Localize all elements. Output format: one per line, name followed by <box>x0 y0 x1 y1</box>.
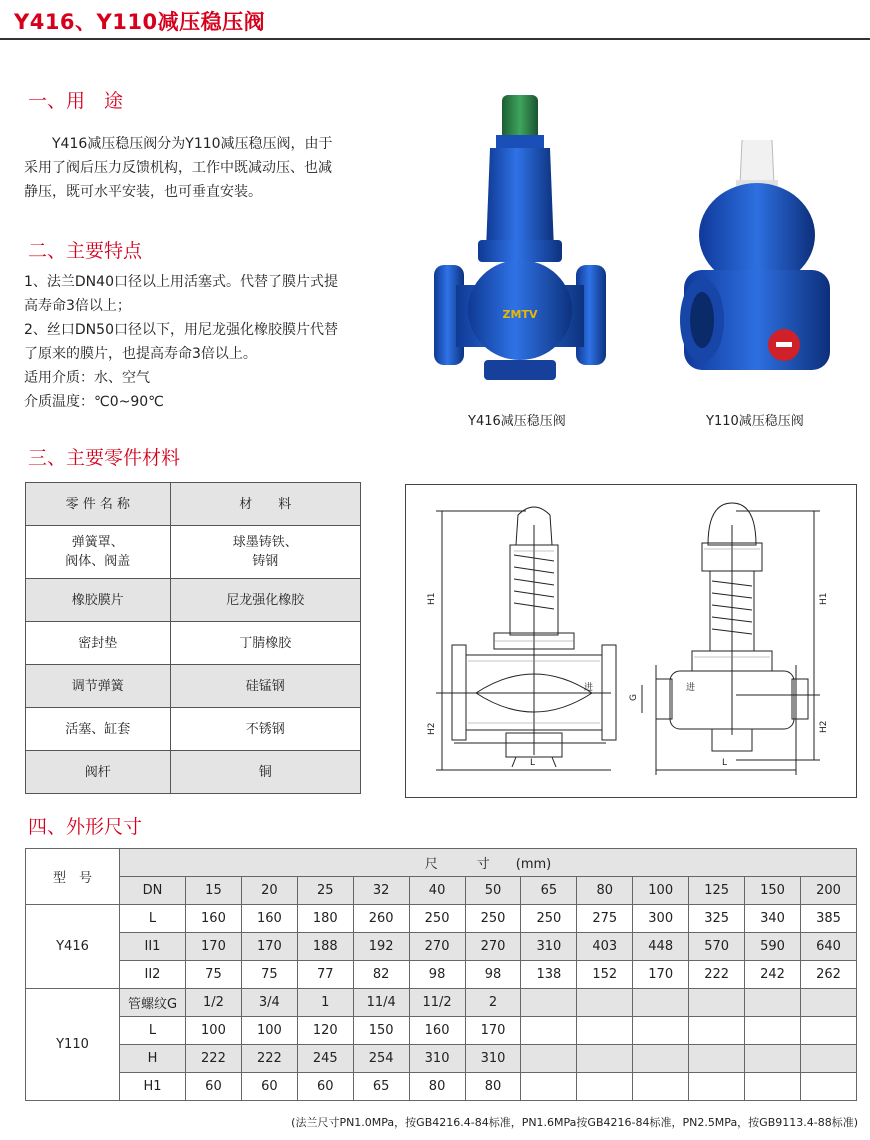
drawing-canvas <box>406 485 856 797</box>
dn-cell: 20 <box>241 877 297 905</box>
value-cell <box>745 1073 801 1101</box>
feature-line: 了原来的膜片，也提高寿命3倍以上。 <box>24 346 257 362</box>
valve-badge: ZMTV <box>502 308 538 321</box>
table-row <box>26 751 361 794</box>
feature-line: 2、丝口DN50口径以下，用尼龙强化橡胶膜片代替 <box>24 322 338 338</box>
dn-cell: 65 <box>521 877 577 905</box>
value-cell <box>800 1073 856 1101</box>
value-cell: 160 <box>186 905 242 933</box>
technical-drawing <box>405 484 857 798</box>
table-cell: 尼龙强化橡胶 <box>170 579 360 622</box>
table-row <box>26 961 857 989</box>
value-cell: 98 <box>409 961 465 989</box>
value-cell <box>521 1073 577 1101</box>
value-cell: 242 <box>745 961 801 989</box>
value-cell: 80 <box>409 1073 465 1101</box>
table-row <box>26 933 857 961</box>
dim-label-h1-left: H1 <box>427 592 437 605</box>
table-row <box>26 483 361 526</box>
dn-cell: 125 <box>689 877 745 905</box>
table-cell: 调节弹簧 <box>26 665 171 708</box>
value-cell: 310 <box>465 1045 521 1073</box>
value-cell: 262 <box>800 961 856 989</box>
feature-line: 介质温度：℃0~90℃ <box>24 394 164 410</box>
table-row <box>26 1017 857 1045</box>
size-header: 尺 寸 (mm) <box>120 849 857 877</box>
title-divider <box>0 38 870 40</box>
section-usage-heading: 一、用 途 <box>28 90 124 112</box>
feature-line: 高寿命3倍以上； <box>24 298 131 314</box>
value-cell: 403 <box>577 933 633 961</box>
value-cell: 65 <box>353 1073 409 1101</box>
value-cell <box>689 1045 745 1073</box>
value-cell <box>577 989 633 1017</box>
row-label: II1 <box>120 933 186 961</box>
value-cell: 160 <box>241 905 297 933</box>
value-cell <box>689 1017 745 1045</box>
value-cell <box>800 1045 856 1073</box>
value-cell: 300 <box>633 905 689 933</box>
feature-line: 适用介质：水、空气 <box>24 370 150 386</box>
usage-line: Y416减压稳压阀分为Y110减压稳压阀，由于 <box>52 136 333 152</box>
value-cell: 270 <box>465 933 521 961</box>
value-cell: 222 <box>689 961 745 989</box>
table-row <box>26 526 361 579</box>
table-cell: 阀杆 <box>26 751 171 794</box>
dn-cell: 15 <box>186 877 242 905</box>
features-text <box>24 270 384 414</box>
dim-label-g: G <box>629 694 639 701</box>
section-dimensions-heading: 四、外形尺寸 <box>28 816 143 838</box>
value-cell: 448 <box>633 933 689 961</box>
value-cell <box>633 1073 689 1101</box>
value-cell: 310 <box>409 1045 465 1073</box>
dim-label-l-right: L <box>722 758 728 768</box>
dn-cell: 150 <box>745 877 801 905</box>
table-row <box>26 665 361 708</box>
value-cell: 98 <box>465 961 521 989</box>
row-label: 管螺纹G <box>120 989 186 1017</box>
value-cell: 11/4 <box>353 989 409 1017</box>
model-cell: Y416 <box>26 905 120 989</box>
value-cell: 170 <box>186 933 242 961</box>
value-cell: 192 <box>353 933 409 961</box>
value-cell: 640 <box>800 933 856 961</box>
model-header: 型 号 <box>26 849 120 905</box>
value-cell: 152 <box>577 961 633 989</box>
table-cell: 橡胶膜片 <box>26 579 171 622</box>
table-row <box>26 622 361 665</box>
table-cell: 弹簧罩、 阀体、阀盖 <box>26 526 171 579</box>
model-cell: Y110 <box>26 989 120 1101</box>
value-cell: 75 <box>186 961 242 989</box>
row-label: L <box>120 1017 186 1045</box>
value-cell <box>745 1017 801 1045</box>
value-cell: 60 <box>297 1073 353 1101</box>
usage-line: 静压，既可水平安装，也可垂直安装。 <box>24 184 262 200</box>
dim-label-h1-right: H1 <box>819 592 829 605</box>
value-cell: 310 <box>521 933 577 961</box>
value-cell <box>745 989 801 1017</box>
materials-table <box>25 482 361 794</box>
page-title: Y416、Y110减压稳压阀 <box>14 10 266 34</box>
table-row <box>26 708 361 751</box>
feature-line: 1、法兰DN40口径以上用活塞式。代替了膜片式提 <box>24 274 338 290</box>
row-label: L <box>120 905 186 933</box>
dim-label-h2-left: H2 <box>427 722 437 735</box>
table-cell: 硅锰钢 <box>170 665 360 708</box>
value-cell: 1/2 <box>186 989 242 1017</box>
value-cell <box>633 1017 689 1045</box>
value-cell: 60 <box>241 1073 297 1101</box>
value-cell <box>800 1017 856 1045</box>
flow-label-right: 进 <box>686 683 696 693</box>
table-row <box>26 1073 857 1101</box>
table-row <box>26 849 857 877</box>
value-cell: 2 <box>465 989 521 1017</box>
table-row <box>26 1045 857 1073</box>
table-header-cell: 材 料 <box>170 483 360 526</box>
table-cell: 活塞、缸套 <box>26 708 171 751</box>
value-cell: 270 <box>409 933 465 961</box>
value-cell: 325 <box>689 905 745 933</box>
row-label: H1 <box>120 1073 186 1101</box>
section-features-heading: 二、主要特点 <box>28 240 143 262</box>
value-cell <box>577 1073 633 1101</box>
dn-cell: 100 <box>633 877 689 905</box>
row-label: H <box>120 1045 186 1073</box>
value-cell: 170 <box>633 961 689 989</box>
value-cell <box>633 1045 689 1073</box>
value-cell: 170 <box>241 933 297 961</box>
value-cell: 254 <box>353 1045 409 1073</box>
value-cell <box>521 989 577 1017</box>
dn-cell: 50 <box>465 877 521 905</box>
value-cell <box>521 1017 577 1045</box>
value-cell: 590 <box>745 933 801 961</box>
value-cell: 250 <box>465 905 521 933</box>
value-cell: 77 <box>297 961 353 989</box>
value-cell: 188 <box>297 933 353 961</box>
value-cell: 385 <box>800 905 856 933</box>
value-cell: 170 <box>465 1017 521 1045</box>
y416-caption: Y416减压稳压阀 <box>468 414 566 429</box>
value-cell: 3/4 <box>241 989 297 1017</box>
value-cell <box>800 989 856 1017</box>
value-cell: 82 <box>353 961 409 989</box>
value-cell: 250 <box>521 905 577 933</box>
dn-cell: 80 <box>577 877 633 905</box>
flow-label-left: 进 <box>584 683 594 693</box>
value-cell: 138 <box>521 961 577 989</box>
value-cell: 222 <box>241 1045 297 1073</box>
dn-cell: 25 <box>297 877 353 905</box>
value-cell <box>633 989 689 1017</box>
dn-cell: 200 <box>800 877 856 905</box>
table-cell: 密封垫 <box>26 622 171 665</box>
value-cell: 260 <box>353 905 409 933</box>
value-cell: 250 <box>409 905 465 933</box>
value-cell: 60 <box>186 1073 242 1101</box>
value-cell: 160 <box>409 1017 465 1045</box>
value-cell: 120 <box>297 1017 353 1045</box>
table-row <box>26 989 857 1017</box>
dn-cell: 32 <box>353 877 409 905</box>
usage-line: 采用了阀后压力反馈机构，工作中既减动压、也减 <box>24 160 332 176</box>
value-cell <box>521 1045 577 1073</box>
value-cell: 275 <box>577 905 633 933</box>
dim-label-h2-right: H2 <box>819 720 829 733</box>
value-cell: 1 <box>297 989 353 1017</box>
row-label: II2 <box>120 961 186 989</box>
value-cell: 11/2 <box>409 989 465 1017</box>
table-row <box>26 877 857 905</box>
value-cell: 80 <box>465 1073 521 1101</box>
footnote: (法兰尺寸PN1.0MPa，按GB4216.4-84标准，PN1.6MPa按GB4216-84标准，PN2.5MPa，按GB9113.4-88标准) <box>291 1116 858 1129</box>
value-cell <box>577 1017 633 1045</box>
value-cell: 340 <box>745 905 801 933</box>
value-cell: 100 <box>186 1017 242 1045</box>
table-cell: 球墨铸铁、 铸钢 <box>170 526 360 579</box>
value-cell: 570 <box>689 933 745 961</box>
value-cell: 222 <box>186 1045 242 1073</box>
dn-cell: 40 <box>409 877 465 905</box>
table-row <box>26 905 857 933</box>
value-cell: 150 <box>353 1017 409 1045</box>
value-cell <box>689 989 745 1017</box>
y110-valve-photo <box>672 140 842 390</box>
value-cell <box>689 1073 745 1101</box>
table-cell: 铜 <box>170 751 360 794</box>
dn-header: DN <box>120 877 186 905</box>
section-materials-heading: 三、主要零件材料 <box>28 447 181 469</box>
y416-valve-photo <box>420 90 620 390</box>
value-cell: 245 <box>297 1045 353 1073</box>
table-cell: 丁腈橡胶 <box>170 622 360 665</box>
table-cell: 不锈钢 <box>170 708 360 751</box>
usage-text <box>24 132 374 204</box>
y110-caption: Y110减压稳压阀 <box>706 414 804 429</box>
table-header-cell: 零 件 名 称 <box>26 483 171 526</box>
table-row <box>26 579 361 622</box>
dim-label-l-left: L <box>530 758 536 768</box>
value-cell: 100 <box>241 1017 297 1045</box>
value-cell <box>745 1045 801 1073</box>
value-cell <box>577 1045 633 1073</box>
value-cell: 75 <box>241 961 297 989</box>
value-cell: 180 <box>297 905 353 933</box>
dimensions-table <box>25 848 857 1101</box>
